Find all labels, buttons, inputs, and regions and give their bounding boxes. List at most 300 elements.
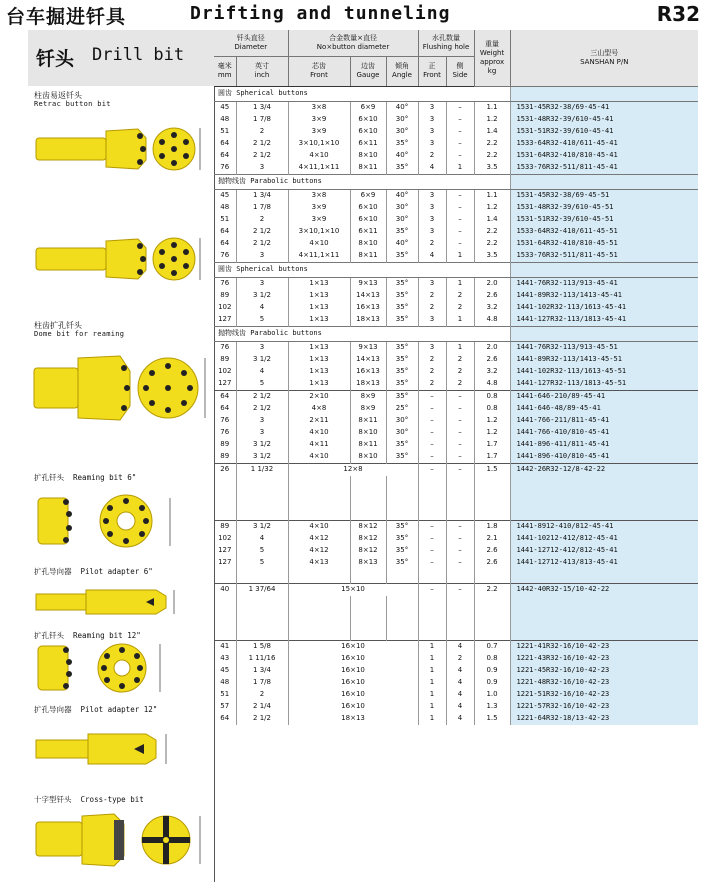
diameter-inch-cell: 4 (236, 533, 288, 545)
diameter-mm-cell: 48 (214, 114, 236, 126)
part-number-cell: 1441-12712-413/813-45-41 (510, 557, 698, 569)
diameter-mm-cell: 45 (214, 189, 236, 202)
flush-side-cell: 1 (446, 250, 474, 263)
flush-side-cell: 2 (446, 653, 474, 665)
gauge-button-cell: 14×13 (350, 354, 386, 366)
header-weight (474, 30, 510, 86)
empty-cell (350, 596, 386, 641)
gauge-button-cell: 8×10 (350, 451, 386, 464)
header-text-en: No×button diameter (316, 42, 390, 51)
diameter-inch-cell: 1 3/4 (236, 189, 288, 202)
diameter-mm-cell: 51 (214, 214, 236, 226)
diameter-mm-cell: 76 (214, 427, 236, 439)
flush-side-cell: – (446, 238, 474, 250)
diameter-mm-cell: 89 (214, 520, 236, 533)
header-text-cn: 水孔数量 (432, 33, 461, 42)
cross-bit-side-icon (36, 814, 124, 866)
dome-bit-face-icon (138, 358, 198, 418)
diameter-mm-cell: 76 (214, 415, 236, 427)
diameter-mm-cell: 45 (214, 101, 236, 114)
empty-cell (474, 596, 510, 641)
header-text-en: Gauge (356, 71, 380, 79)
flush-front-cell: 2 (418, 354, 446, 366)
diameter-inch-cell: 1 3/4 (236, 665, 288, 677)
group-pilot-adapter-12 (28, 700, 215, 791)
part-number-cell: 1441-76R32-113/913-45-51 (510, 341, 698, 354)
cross-bit-face-icon (142, 816, 190, 864)
table-row (214, 226, 698, 238)
angle-cell: 35° (386, 533, 418, 545)
diameter-inch-cell: 5 (236, 378, 288, 391)
part-number-cell (510, 174, 698, 189)
diameter-inch-cell: 3 1/2 (236, 354, 288, 366)
retrac-bit-illustration (28, 86, 214, 316)
group-retrac-button-bit (28, 86, 215, 317)
flush-side-cell: 4 (446, 677, 474, 689)
diameter-mm-cell: 127 (214, 378, 236, 391)
header-text-cn: 正 (428, 62, 436, 70)
front-button-cell: 4×10 (288, 520, 350, 533)
front-button-cell: 1×13 (288, 314, 350, 327)
header-inch (236, 56, 288, 86)
table-row (214, 463, 698, 476)
flush-side-cell: – (446, 202, 474, 214)
diameter-inch-cell: 2 1/2 (236, 390, 288, 403)
table-row (214, 341, 698, 354)
diameter-mm-cell: 51 (214, 689, 236, 701)
part-number-cell: 1441-89R32-113/1413-45-41 (510, 290, 698, 302)
table-row (214, 713, 698, 725)
flush-front-cell: 3 (418, 202, 446, 214)
button-spec-cell: 18×13 (288, 713, 418, 725)
flush-front-cell: – (418, 390, 446, 403)
angle-cell: 25° (386, 403, 418, 415)
diameter-inch-cell: 2 1/4 (236, 701, 288, 713)
diameter-mm-cell: 64 (214, 238, 236, 250)
group-label-en: Dome bit for reaming (34, 330, 125, 338)
flush-side-cell: 1 (446, 162, 474, 175)
gauge-button-cell: 8×9 (350, 403, 386, 415)
group-label-cn: 扩孔钎头 (34, 473, 64, 482)
spacer-row (214, 569, 698, 584)
diameter-mm-cell: 41 (214, 640, 236, 653)
header-text-en: inch (254, 71, 270, 79)
weight-cell: 0.8 (474, 403, 510, 415)
reaming-bit-12-illustration (28, 626, 214, 700)
flush-side-cell: – (446, 545, 474, 557)
empty-cell (214, 596, 236, 641)
part-number-cell (510, 476, 698, 521)
table-row (214, 162, 698, 175)
weight-cell: 2.2 (474, 226, 510, 238)
part-number-cell: 1441-76R32-113/913-45-41 (510, 277, 698, 290)
table-row (214, 701, 698, 713)
flush-side-cell: – (446, 226, 474, 238)
group-label-cn: 扩孔导向器 (34, 705, 72, 714)
weight-cell: 1.8 (474, 520, 510, 533)
front-button-cell: 3×9 (288, 126, 350, 138)
diameter-inch-cell: 1 37/64 (236, 583, 288, 596)
weight-cell: 0.9 (474, 677, 510, 689)
page-title-en: Drifting and tunneling (190, 3, 451, 24)
spec-table-body (214, 86, 698, 725)
gauge-button-cell: 8×11 (350, 415, 386, 427)
gauge-button-cell: 9×13 (350, 277, 386, 290)
diameter-inch-cell: 1 11/16 (236, 653, 288, 665)
diameter-inch-cell: 4 (236, 366, 288, 378)
flush-front-cell: 2 (418, 302, 446, 314)
empty-cell (236, 476, 288, 521)
table-row (214, 557, 698, 569)
group-label-en: Retrac button bit (34, 100, 111, 108)
table-row (214, 583, 698, 596)
weight-cell: 1.2 (474, 202, 510, 214)
part-number-cell: 1221-43R32-16/10-42-23 (510, 653, 698, 665)
table-row (214, 114, 698, 126)
weight-cell: 2.0 (474, 277, 510, 290)
empty-cell (288, 569, 350, 584)
table-row (214, 138, 698, 150)
header-diameter (214, 30, 288, 56)
empty-cell (214, 476, 236, 521)
part-number-cell: 1441-646-48/89-45-41 (510, 403, 698, 415)
angle-cell: 30° (386, 202, 418, 214)
table-row (214, 101, 698, 114)
part-number-cell: 1531-51R32-39/610-45-51 (510, 214, 698, 226)
weight-cell: 0.9 (474, 665, 510, 677)
weight-cell: 3.5 (474, 162, 510, 175)
gauge-button-cell: 8×10 (350, 238, 386, 250)
header-mm (214, 56, 236, 86)
drill-bit-heading-cn: 钎头 (36, 48, 75, 70)
flush-front-cell: 1 (418, 665, 446, 677)
table-row (214, 533, 698, 545)
diameter-inch-cell: 1 7/8 (236, 114, 288, 126)
front-button-cell: 4×11 (288, 439, 350, 451)
front-button-cell: 3×10,1×10 (288, 226, 350, 238)
weight-cell: 3.2 (474, 366, 510, 378)
reaming-bit-12-face-icon (98, 644, 146, 692)
diameter-mm-cell: 76 (214, 162, 236, 175)
group-label-en: Pilot adapter 12" (80, 705, 158, 714)
group-pilot-adapter-6 (28, 562, 215, 627)
header-flush-front (418, 56, 446, 86)
part-number-cell: 1442-26R32-12/8-42-22 (510, 463, 698, 476)
flush-front-cell: – (418, 439, 446, 451)
table-row (214, 354, 698, 366)
header-text-cn: 英寸 (255, 62, 269, 70)
weight-cell: 2.6 (474, 545, 510, 557)
diameter-mm-cell: 45 (214, 665, 236, 677)
weight-cell: 1.5 (474, 713, 510, 725)
table-row (214, 214, 698, 226)
part-number-cell: 1441-10212-412/812-45-41 (510, 533, 698, 545)
gauge-button-cell: 8×10 (350, 427, 386, 439)
subsection-row (214, 86, 698, 101)
diameter-inch-cell: 3 1/2 (236, 451, 288, 464)
empty-cell (236, 596, 288, 641)
front-button-cell: 4×11,1×11 (288, 250, 350, 263)
flush-side-cell: – (446, 126, 474, 138)
diameter-mm-cell: 48 (214, 677, 236, 689)
front-button-cell: 1×13 (288, 378, 350, 391)
diameter-inch-cell: 1 3/4 (236, 101, 288, 114)
part-number-cell (510, 86, 698, 101)
flush-side-cell: 2 (446, 290, 474, 302)
front-button-cell: 3×8 (288, 189, 350, 202)
gauge-button-cell: 8×12 (350, 533, 386, 545)
diameter-mm-cell: 76 (214, 277, 236, 290)
diameter-mm-cell: 127 (214, 557, 236, 569)
gauge-button-cell: 6×10 (350, 114, 386, 126)
group-label-cn: 十字型钎头 (34, 795, 72, 804)
weight-cell: 1.3 (474, 701, 510, 713)
diameter-mm-cell: 64 (214, 150, 236, 162)
flush-front-cell: 3 (418, 226, 446, 238)
diameter-inch-cell: 2 1/2 (236, 226, 288, 238)
page-header (0, 0, 720, 30)
angle-cell: 30° (386, 114, 418, 126)
group-label-en: Pilot adapter 6" (80, 567, 153, 576)
angle-cell: 35° (386, 138, 418, 150)
part-number-cell: 1441-896-411/811-45-41 (510, 439, 698, 451)
flush-front-cell: – (418, 520, 446, 533)
gauge-button-cell: 6×9 (350, 189, 386, 202)
angle-cell: 35° (386, 277, 418, 290)
flush-front-cell: – (418, 545, 446, 557)
front-button-cell: 1×13 (288, 366, 350, 378)
part-number-cell: 1441-896-410/810-45-41 (510, 451, 698, 464)
part-number-cell: 1221-48R32-16/10-42-23 (510, 677, 698, 689)
table-row (214, 689, 698, 701)
table-row (214, 665, 698, 677)
header-flushing (418, 30, 474, 56)
gauge-button-cell: 9×13 (350, 341, 386, 354)
flush-front-cell: – (418, 463, 446, 476)
angle-cell: 35° (386, 302, 418, 314)
diameter-mm-cell: 64 (214, 138, 236, 150)
part-number-cell: 1531-45R32-38/69-45-41 (510, 101, 698, 114)
weight-cell: 2.2 (474, 583, 510, 596)
diameter-inch-cell: 3 1/2 (236, 520, 288, 533)
diameter-inch-cell: 1 1/32 (236, 463, 288, 476)
diameter-inch-cell: 1 7/8 (236, 677, 288, 689)
flush-front-cell: 2 (418, 378, 446, 391)
spacer-row (214, 476, 698, 521)
group-label-en: Reaming bit 12" (73, 631, 141, 640)
weight-cell: 2.2 (474, 238, 510, 250)
part-number-cell: 1531-64R32-410/810-45-51 (510, 238, 698, 250)
group-label-cn: 柱齿易返钎头 (34, 91, 82, 100)
group-reaming-bit-12 (28, 626, 215, 701)
weight-cell: 2.0 (474, 341, 510, 354)
angle-cell: 40° (386, 150, 418, 162)
button-spec-cell: 12×8 (288, 463, 418, 476)
table-row (214, 126, 698, 138)
angle-cell: 35° (386, 314, 418, 327)
part-number-cell: 1531-48R32-39/610-45-51 (510, 202, 698, 214)
reaming-bit-6-side-icon (38, 498, 72, 544)
drill-bit-heading (28, 30, 215, 87)
flush-side-cell: – (446, 427, 474, 439)
flush-front-cell: 1 (418, 640, 446, 653)
diameter-mm-cell: 76 (214, 341, 236, 354)
flush-front-cell: 4 (418, 162, 446, 175)
table-row (214, 653, 698, 665)
diameter-inch-cell: 3 (236, 341, 288, 354)
part-number-cell: 1533-76R32-511/811-45-51 (510, 250, 698, 263)
empty-cell (214, 569, 236, 584)
diameter-inch-cell: 2 1/2 (236, 403, 288, 415)
header-text-en: Front (310, 71, 328, 79)
diameter-mm-cell: 26 (214, 463, 236, 476)
group-label-cn: 扩孔钎头 (34, 631, 64, 640)
part-number-cell: 1221-41R32-16/10-42-23 (510, 640, 698, 653)
empty-cell (350, 476, 386, 521)
weight-cell: 1.7 (474, 439, 510, 451)
weight-cell: 1.4 (474, 214, 510, 226)
part-number-cell: 1441-127R32-113/1813-45-41 (510, 314, 698, 327)
angle-cell: 30° (386, 415, 418, 427)
subsection-row (214, 262, 698, 277)
weight-cell: 2.2 (474, 150, 510, 162)
retrac-bit-side-icon (36, 129, 146, 279)
header-flush-side (446, 56, 474, 86)
weight-cell: 1.1 (474, 189, 510, 202)
button-spec-cell: 16×10 (288, 677, 418, 689)
flush-side-cell: – (446, 101, 474, 114)
model-code: R32 (656, 2, 700, 26)
diameter-mm-cell: 51 (214, 126, 236, 138)
gauge-button-cell: 8×11 (350, 162, 386, 175)
empty-cell (350, 569, 386, 584)
cross-type-bit-illustration (28, 790, 214, 882)
flush-side-cell: 4 (446, 701, 474, 713)
diameter-mm-cell: 89 (214, 451, 236, 464)
part-number-cell: 1221-64R32-18/13-42-23 (510, 713, 698, 725)
diameter-mm-cell: 43 (214, 653, 236, 665)
empty-cell (474, 476, 510, 521)
flush-front-cell: 2 (418, 150, 446, 162)
diameter-mm-cell: 102 (214, 302, 236, 314)
flush-front-cell: – (418, 557, 446, 569)
front-button-cell: 2×10 (288, 390, 350, 403)
diameter-mm-cell: 64 (214, 390, 236, 403)
header-text-en: Side (452, 71, 468, 79)
header-text-en: Diameter (234, 42, 268, 51)
header-text-en: Flushing hole (422, 42, 470, 51)
diameter-inch-cell: 1 7/8 (236, 202, 288, 214)
angle-cell: 35° (386, 378, 418, 391)
gauge-button-cell: 6×9 (350, 101, 386, 114)
reaming-bit-6-illustration (28, 468, 214, 562)
front-button-cell: 4×10 (288, 427, 350, 439)
gauge-button-cell: 8×11 (350, 250, 386, 263)
dome-bit-side-icon (34, 356, 130, 420)
group-label-cn: 柱齿扩孔钎头 (34, 321, 82, 330)
flush-side-cell: – (446, 403, 474, 415)
pilot-adapter-6-icon (36, 590, 166, 614)
angle-cell: 30° (386, 427, 418, 439)
flush-side-cell: 1 (446, 341, 474, 354)
diameter-inch-cell: 2 1/2 (236, 713, 288, 725)
header-text-en: mm (217, 71, 232, 79)
diameter-mm-cell: 127 (214, 314, 236, 327)
table-row (214, 277, 698, 290)
flush-front-cell: – (418, 451, 446, 464)
weight-cell: 2.6 (474, 354, 510, 366)
flush-side-cell: 2 (446, 302, 474, 314)
table-row (214, 366, 698, 378)
header-text-en: Angle (392, 71, 412, 79)
table-row (214, 238, 698, 250)
group-label-cn: 扩孔导向器 (34, 567, 72, 576)
gauge-button-cell: 8×11 (350, 439, 386, 451)
table-row (214, 520, 698, 533)
flush-side-cell: – (446, 390, 474, 403)
empty-cell (418, 569, 446, 584)
gauge-button-cell: 16×13 (350, 302, 386, 314)
button-spec-cell: 16×10 (288, 701, 418, 713)
part-number-cell: 1441-766-211/811-45-41 (510, 415, 698, 427)
part-number-cell: 1221-45R32-16/10-42-23 (510, 665, 698, 677)
front-button-cell: 3×9 (288, 214, 350, 226)
front-button-cell: 3×10,1×10 (288, 138, 350, 150)
header-text-cn: 侧 (456, 62, 464, 70)
weight-cell: 3.5 (474, 250, 510, 263)
group-reaming-bit-6 (28, 468, 215, 563)
front-button-cell: 3×8 (288, 101, 350, 114)
pilot-adapter-12-illustration (28, 700, 214, 790)
flush-front-cell: 2 (418, 238, 446, 250)
angle-cell: 35° (386, 290, 418, 302)
weight-cell: 0.7 (474, 640, 510, 653)
dome-bit-illustration (28, 316, 214, 468)
gauge-button-cell: 8×9 (350, 390, 386, 403)
part-number-cell: 1531-48R32-39/610-45-41 (510, 114, 698, 126)
front-button-cell: 2×11 (288, 415, 350, 427)
flush-side-cell: – (446, 150, 474, 162)
diameter-inch-cell: 3 1/2 (236, 290, 288, 302)
part-number-cell: 1441-8912-410/812-45-41 (510, 520, 698, 533)
angle-cell: 35° (386, 520, 418, 533)
flush-side-cell: – (446, 214, 474, 226)
gauge-button-cell: 6×11 (350, 138, 386, 150)
flush-side-cell: – (446, 451, 474, 464)
diameter-inch-cell: 2 (236, 214, 288, 226)
part-number-cell (510, 326, 698, 341)
weight-cell: 1.1 (474, 101, 510, 114)
front-button-cell: 1×13 (288, 354, 350, 366)
part-number-cell: 1441-89R32-113/1413-45-51 (510, 354, 698, 366)
table-row (214, 314, 698, 327)
flush-side-cell: – (446, 463, 474, 476)
button-spec-cell: 16×10 (288, 665, 418, 677)
diameter-mm-cell: 127 (214, 545, 236, 557)
angle-cell: 35° (386, 451, 418, 464)
weight-cell: 3.2 (474, 302, 510, 314)
gauge-button-cell: 8×13 (350, 557, 386, 569)
retrac-bit-face-icon (153, 128, 195, 280)
pilot-adapter-6-illustration (28, 562, 214, 626)
angle-cell: 35° (386, 366, 418, 378)
diameter-inch-cell: 3 (236, 415, 288, 427)
flush-side-cell: – (446, 557, 474, 569)
table-row (214, 415, 698, 427)
table-row (214, 302, 698, 314)
header-text-cn: 合金数量×直径 (329, 33, 377, 42)
part-number-cell: 1441-102R32-113/1613-45-51 (510, 366, 698, 378)
